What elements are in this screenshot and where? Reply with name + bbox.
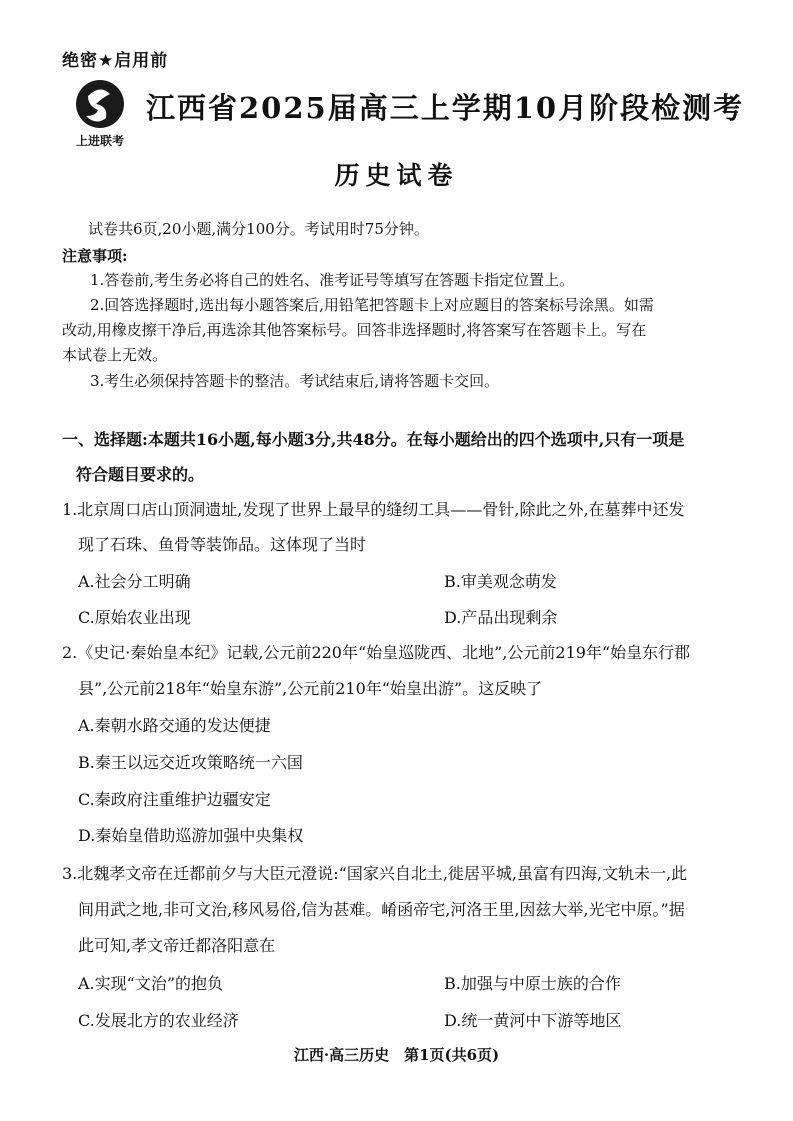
question-3-option-c: C.发展北方的农业经济: [78, 1011, 239, 1030]
section-heading: 一、选择题:本题共16小题,每小题3分,共48分。在每小题给出的四个选项中,只有一项是: [62, 430, 685, 449]
confidential-label: 绝密★启用前: [62, 51, 169, 71]
note-line: 本试卷上无效。: [62, 346, 168, 364]
question-3-option-a: A.实现“文治”的抱负: [78, 974, 224, 993]
question-2-option-a: A.秦朝水路交通的发达便捷: [78, 716, 271, 735]
question-3-stem: 此可知,孝文帝迁都洛阳意在: [78, 936, 276, 955]
section-heading-cont: 符合题目要求的。: [76, 465, 205, 484]
question-1-option-b: B.审美观念萌发: [444, 572, 557, 591]
exam-info: 试卷共6页,20小题,满分100分。考试用时75分钟。: [88, 220, 429, 238]
logo-text: 上进联考: [75, 134, 124, 148]
question-1-stem: 现了石珠、鱼骨等装饰品。这体现了当时: [78, 535, 367, 554]
note-line: 改动,用橡皮擦干净后,再选涂其他答案标号。回答非选择题时,将答案写在答题卡上。写在: [62, 321, 647, 339]
question-3-option-d: D.统一黄河中下游等地区: [444, 1011, 622, 1030]
question-2-option-c: C.秦政府注重维护边疆安定: [78, 790, 271, 809]
question-1-option-d: D.产品出现剩余: [444, 608, 558, 627]
question-1-option-a: A.社会分工明确: [78, 572, 191, 591]
question-1-option-c: C.原始农业出现: [78, 608, 191, 627]
page-footer: 江西·高三历史 第1页(共6页): [293, 1046, 500, 1064]
note-line: 1.答卷前,考生务必将自己的姓名、准考证号等填写在答题卡指定位置上。: [90, 271, 575, 289]
question-2-option-d: D.秦始皇借助巡游加强中央集权: [78, 826, 304, 845]
note-line: 3.考生必须保持答题卡的整洁。考试结束后,请将答题卡交回。: [90, 372, 500, 390]
question-3-stem: 间用武之地,非可文治,移风易俗,信为甚难。崤函帝宅,河洛王里,因兹大举,光宅中原。”据: [78, 900, 685, 919]
question-3-stem: 3.北魏孝文帝在迁都前夕与大臣元澄说:“国家兴自北土,徙居平城,虽富有四海,文轨未一,此: [62, 864, 688, 883]
question-2-stem: 2.《史记·秦始皇本纪》记载,公元前220年“始皇巡陇西、北地”,公元前219年“始皇东行郡: [62, 643, 691, 662]
subject-title: 历史试卷: [334, 161, 459, 190]
question-2-option-b: B.秦王以远交近攻策略统一六国: [78, 753, 303, 772]
note-line: 2.回答选择题时,选出每小题答案后,用铅笔把答题卡上对应题目的答案标号涂黑。如需: [90, 296, 654, 314]
question-1-stem: 1.北京周口店山顶洞遗址,发现了世界上最早的缝纫工具——骨针,除此之外,在墓葬中还发: [62, 500, 685, 519]
notes-heading: 注意事项:: [62, 247, 128, 265]
exam-title: 江西省2025届高三上学期10月阶段检测考: [146, 91, 745, 125]
question-2-stem: 县”,公元前218年“始皇东游”,公元前210年“始皇出游”。这反映了: [78, 679, 543, 698]
question-3-option-b: B.加强与中原士族的合作: [444, 974, 621, 993]
